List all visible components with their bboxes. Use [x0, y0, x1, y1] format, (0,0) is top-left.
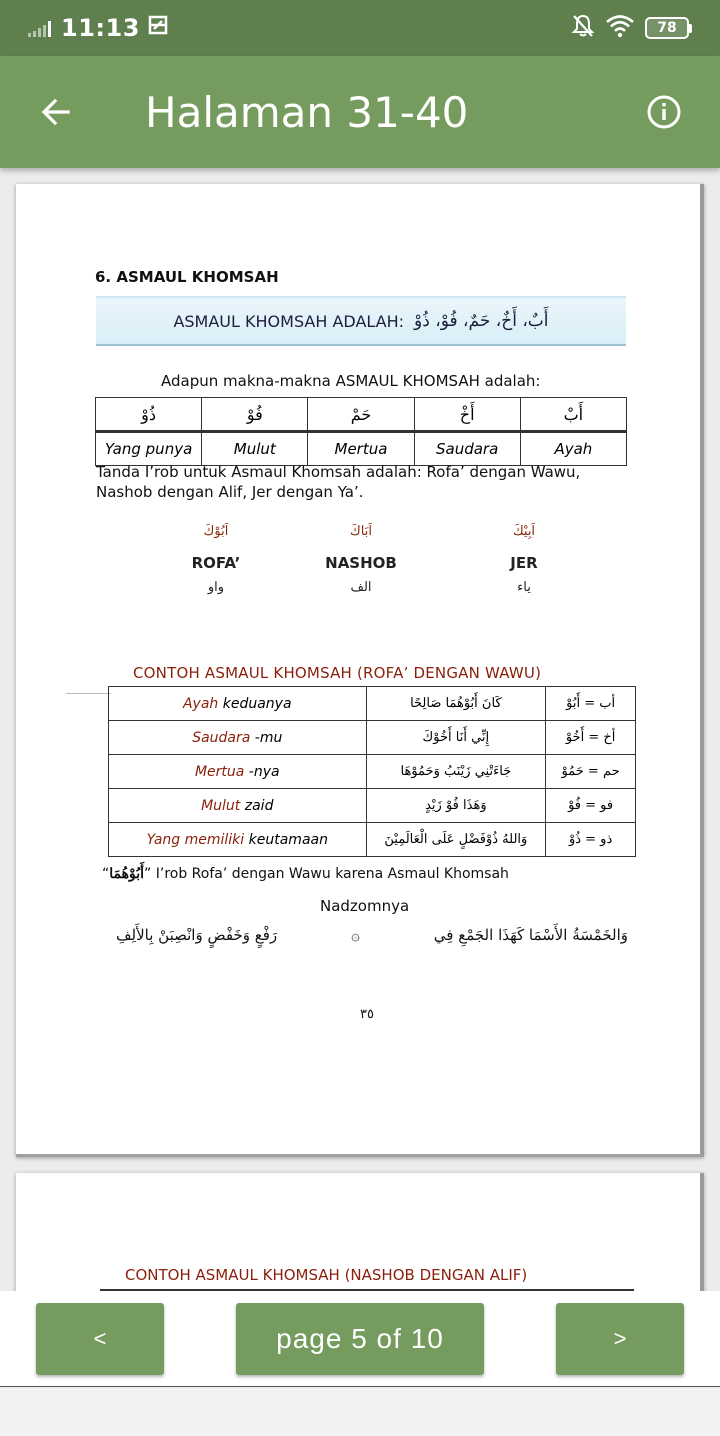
table-cell: أَخْ — [414, 398, 520, 432]
verse-half: رَفْعٍ وَخَفْضٍ وَانْصِبَنْ بِالأَلِفِ — [116, 926, 278, 944]
table-cell: أب = أَبُوْ — [546, 687, 636, 721]
bottom-nav — [0, 1291, 720, 1387]
irob-item-jer — [454, 524, 594, 595]
table-row — [96, 432, 627, 466]
table-row — [96, 398, 627, 432]
page-indicator[interactable]: page 5 of 10 — [236, 1303, 484, 1375]
table-cell: ذو = ذُوْ — [546, 823, 636, 857]
battery-icon — [645, 17, 692, 39]
info-button[interactable] — [636, 84, 692, 140]
intro-text: Adapun makna-makna ASMAUL KHOMSAH adalah: — [161, 372, 541, 390]
definition-label: ASMAUL KHOMSAH ADALAH: — [173, 311, 405, 331]
irob-examples — [96, 524, 626, 624]
back-button[interactable] — [0, 56, 112, 168]
table-cell: حَمْ — [308, 398, 414, 432]
app-bar — [0, 56, 720, 168]
table-cell: Saudara -mu — [109, 721, 367, 755]
page-title: Halaman 31-40 — [145, 87, 469, 137]
section-title: 6. ASMAUL KHOMSAH — [95, 268, 279, 286]
table-cell: وَهَذَا فُوْ زَيْدٍ — [366, 789, 546, 823]
pdf-page — [16, 184, 704, 1157]
table-cell: Mertua -nya — [109, 755, 367, 789]
clock: 11:13 — [61, 14, 140, 42]
signal-icon — [28, 19, 51, 37]
example-title: CONTOH ASMAUL KHOMSAH (NASHOB DENGAN ALIF) — [125, 1266, 528, 1284]
page-number: ٣٥ — [360, 1007, 374, 1022]
irob-rule-text — [96, 462, 636, 502]
irob-sign: واو — [207, 580, 225, 595]
arrow-back-icon — [40, 96, 72, 128]
table-row — [109, 789, 636, 823]
table-cell: Yang punya — [96, 432, 202, 466]
table-cell: Ayah keduanya — [109, 687, 367, 721]
pdf-page — [16, 1173, 704, 1291]
rule-line: Nashob dengan Alif, Jer dengan Ya’. — [96, 483, 364, 501]
table-cell: وَاللهُ ذُوْفَضْلٍ عَلَى الْعَالَمِيْنَ — [366, 823, 546, 857]
table-cell: Saudara — [414, 432, 520, 466]
pdf-viewer[interactable] — [0, 168, 720, 1291]
examples-table — [108, 686, 636, 857]
table-cell: جَاءَتْنِي زَيْنَبُ وَحَمُوْهَا — [366, 755, 546, 789]
irob-item-nashob — [291, 524, 431, 595]
table-cell: أَبْ — [520, 398, 626, 432]
next-page-button[interactable]: > — [556, 1303, 684, 1375]
table-cell: كَانَ أَبُوْهُمَا صَالِحًا — [366, 687, 546, 721]
info-icon — [646, 94, 682, 130]
irob-name: ROFA’ — [191, 554, 241, 572]
verse-separator: ۞ — [351, 926, 360, 944]
divider — [66, 693, 111, 694]
definition-box — [96, 296, 626, 346]
table-cell: ذُوْ — [96, 398, 202, 432]
table-cell: Mulut zaid — [109, 789, 367, 823]
irob-note: “أَبُوْهُمَا” I’rob Rofa’ dengan Wawu karena Asmaul Khomsah — [102, 866, 509, 882]
irob-item-rofa — [146, 524, 286, 595]
definition-arabic: أَبٌ، أَخٌ، حَمٌ، فُوْ، ذُوْ — [414, 311, 549, 331]
irob-name: NASHOB — [325, 554, 397, 572]
irob-word: اَبَاكَ — [350, 524, 372, 539]
mute-icon — [571, 13, 595, 43]
wifi-icon — [605, 14, 635, 42]
table-cell: فو = فُوْ — [546, 789, 636, 823]
table-cell: Ayah — [520, 432, 626, 466]
table-cell: Yang memiliki keutamaan — [109, 823, 367, 857]
irob-word: اَبُوْكَ — [203, 524, 229, 539]
verse-half: وَالخَمْسَةُ الأَسْمَا كَهَذَا الجَمْعِ فِي — [433, 926, 628, 944]
table-row — [109, 687, 636, 721]
rule-line: Tanda I’rob untuk Asmaul Khomsah adalah: Rofa’ dengan Wawu, — [96, 463, 581, 481]
irob-sign: الف — [350, 580, 372, 595]
table-cell: أخ = أَخُوْ — [546, 721, 636, 755]
table-cell: Mulut — [202, 432, 308, 466]
table-row — [109, 755, 636, 789]
status-bar — [0, 0, 720, 56]
nadzom-verse — [116, 926, 628, 944]
table-cell: فُوْ — [202, 398, 308, 432]
meanings-table — [95, 397, 627, 466]
irob-word: اَبِيْكَ — [512, 524, 536, 539]
table-row — [109, 823, 636, 857]
table-cell: حم = حَمُوْ — [546, 755, 636, 789]
nadzom-title: Nadzomnya — [320, 897, 410, 915]
table-row — [109, 721, 636, 755]
example-title: CONTOH ASMAUL KHOMSAH (ROFA’ DENGAN WAWU) — [133, 664, 542, 682]
screenshot-icon — [148, 14, 168, 42]
irob-sign: ياء — [517, 580, 531, 595]
irob-name: JER — [510, 554, 538, 572]
battery-level: 78 — [645, 17, 689, 39]
prev-page-button[interactable]: < — [36, 1303, 164, 1375]
table-cell: Mertua — [308, 432, 414, 466]
system-nav-bar — [0, 1388, 720, 1436]
table-cell: إِنِّي أَنَا أَخُوْكَ — [366, 721, 546, 755]
